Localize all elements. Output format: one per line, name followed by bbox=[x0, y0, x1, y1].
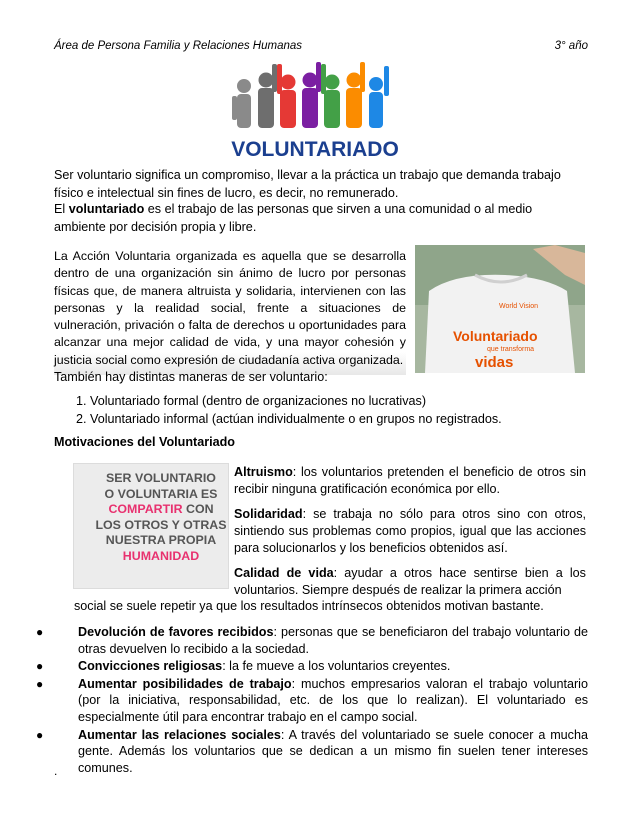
bullet-dot-icon: ● bbox=[36, 727, 44, 742]
calidad-title: Calidad de vida bbox=[234, 566, 334, 580]
photo-shirt-line3: vidas bbox=[475, 354, 514, 371]
altruismo-title: Altruismo bbox=[234, 465, 293, 479]
people-raising-hands-illustration bbox=[230, 56, 400, 166]
intro-paragraph-1: Ser voluntario significa un compromiso, llevar a la práctica un trabajo que demanda trabajo físico e intelectual sin fines de lucro, es decir, no remunerado. bbox=[54, 168, 561, 200]
bullet-dot-icon: ● bbox=[36, 625, 44, 639]
intro-paragraph-2 bbox=[54, 200, 584, 236]
maneras-item-1: 1. Voluntariado formal (dentro de organizaciones no lucrativas) bbox=[76, 394, 427, 408]
bullet-dot-icon: ● bbox=[36, 676, 44, 691]
calidad-continuation: social se suele repetir ya que los resultados intrínsecos obtenidos motivan bastante. bbox=[74, 599, 544, 613]
solidaridad-title: Solidaridad bbox=[234, 507, 303, 521]
bullet-text: : la fe mueve a los voluntarios creyentes. bbox=[222, 659, 451, 674]
bullet-title: Convicciones religiosas bbox=[78, 659, 223, 674]
intro-p2-bold: voluntariado bbox=[68, 202, 145, 216]
calidad-text: : ayudar a otros hace sentirse bien a los voluntarios. Siempre después de realizar la primera acción bbox=[234, 566, 586, 597]
bullet-item bbox=[36, 658, 588, 675]
volunteer-photo bbox=[415, 245, 585, 373]
graphic-line-3 bbox=[93, 502, 229, 518]
graphic-line-6: HUMANIDAD bbox=[122, 548, 200, 563]
photo-shirt-line1: Voluntariado bbox=[453, 328, 538, 344]
intro-p2-pre: El bbox=[54, 202, 69, 216]
maneras-intro: También hay distintas maneras de ser voluntario: bbox=[54, 370, 328, 384]
bullet-item bbox=[36, 727, 588, 777]
graphic-line-1: SER VOLUNTARIO bbox=[106, 471, 216, 485]
logo-text: VOLUNTARIADO bbox=[231, 138, 399, 161]
photo-shirt-line2: que transforma bbox=[487, 346, 535, 353]
solidaridad-text: : se trabaja no sólo para otros sino con otros, sintiendo sus problemas como propios, igual que las acciones para solucionarlos y los beneficios obtenidos así. bbox=[234, 507, 586, 555]
bullet-dot-icon: ● bbox=[36, 659, 44, 674]
calidad-paragraph bbox=[234, 565, 586, 599]
graphic-line-5: NUESTRA PROPIA bbox=[105, 533, 217, 548]
bullet-title: Aumentar las relaciones sociales bbox=[78, 727, 281, 742]
motivaciones-bullets bbox=[36, 624, 588, 777]
bullet-text: : A través del voluntariado se suele conocer a mucha gente. Además los voluntarios que se dedican a un mismo fin suelen tener intereses comunes. bbox=[78, 727, 588, 775]
page-header-title: Área de Persona Familia y Relaciones Humanas bbox=[54, 40, 303, 52]
motivaciones-title: Motivaciones del Voluntariado bbox=[54, 435, 236, 449]
end-mark: . bbox=[54, 764, 58, 778]
bullet-text: : muchos empresarios valoran el trabajo voluntario (por la iniciativa, responsabilidad, etc. de los que lo realizan). El voluntariado es especialmente útil para encontrar trabajo en el campo social. bbox=[78, 676, 588, 724]
intro-p2-post: es el trabajo de las personas que sirven a una comunidad o al medio ambiente por decisión propia y libre. bbox=[54, 202, 533, 234]
solidaridad-paragraph bbox=[234, 506, 586, 557]
maneras-item-2: 2. Voluntariado informal (actúan individualmente o en grupos no registrados. bbox=[76, 412, 502, 426]
maneras-list bbox=[76, 392, 502, 428]
graphic-con: CON bbox=[182, 502, 214, 517]
altruismo-paragraph bbox=[234, 464, 586, 498]
volunteer-shirt-image bbox=[415, 245, 585, 373]
graphic-compartir: COMPARTIR bbox=[108, 502, 183, 517]
bullet-title: Devolución de favores recibidos bbox=[78, 625, 274, 639]
voluntariado-logo bbox=[230, 56, 400, 166]
photo-brand: World Vision bbox=[499, 303, 539, 310]
graphic-line-2: O VOLUNTARIA ES bbox=[104, 486, 218, 501]
page-header-grade: 3° año bbox=[554, 40, 588, 52]
ser-voluntario-graphic bbox=[73, 463, 229, 589]
bullet-item bbox=[36, 676, 588, 726]
altruismo-text: : los voluntarios pretenden el beneficio de otros sin recibir ninguna gratificación económica por ello. bbox=[234, 465, 586, 496]
accion-voluntaria-paragraph: La Acción Voluntaria organizada es aquella que se desarrolla dentro de una organización sin ánimo de lucro por personas físicas que, de manera altruista y solidaria, intervienen con las personas y la realidad social, frente a situaciones de vulneración, privación o falta de derechos u oportunidades para alcanzar una mejor calidad de vida, y una mayor cohesión y justicia social como expresión de ciudadanía activa organizada. bbox=[54, 248, 406, 375]
bullet-title: Aumentar posibilidades de trabajo bbox=[78, 676, 292, 691]
bullet-text: : personas que se beneficiaron del trabajo voluntario de otras devuelven lo recibido a la sociedad. bbox=[78, 625, 588, 656]
bullet-item bbox=[36, 624, 588, 657]
graphic-line-4: LOS OTROS Y OTRAS bbox=[95, 517, 227, 532]
